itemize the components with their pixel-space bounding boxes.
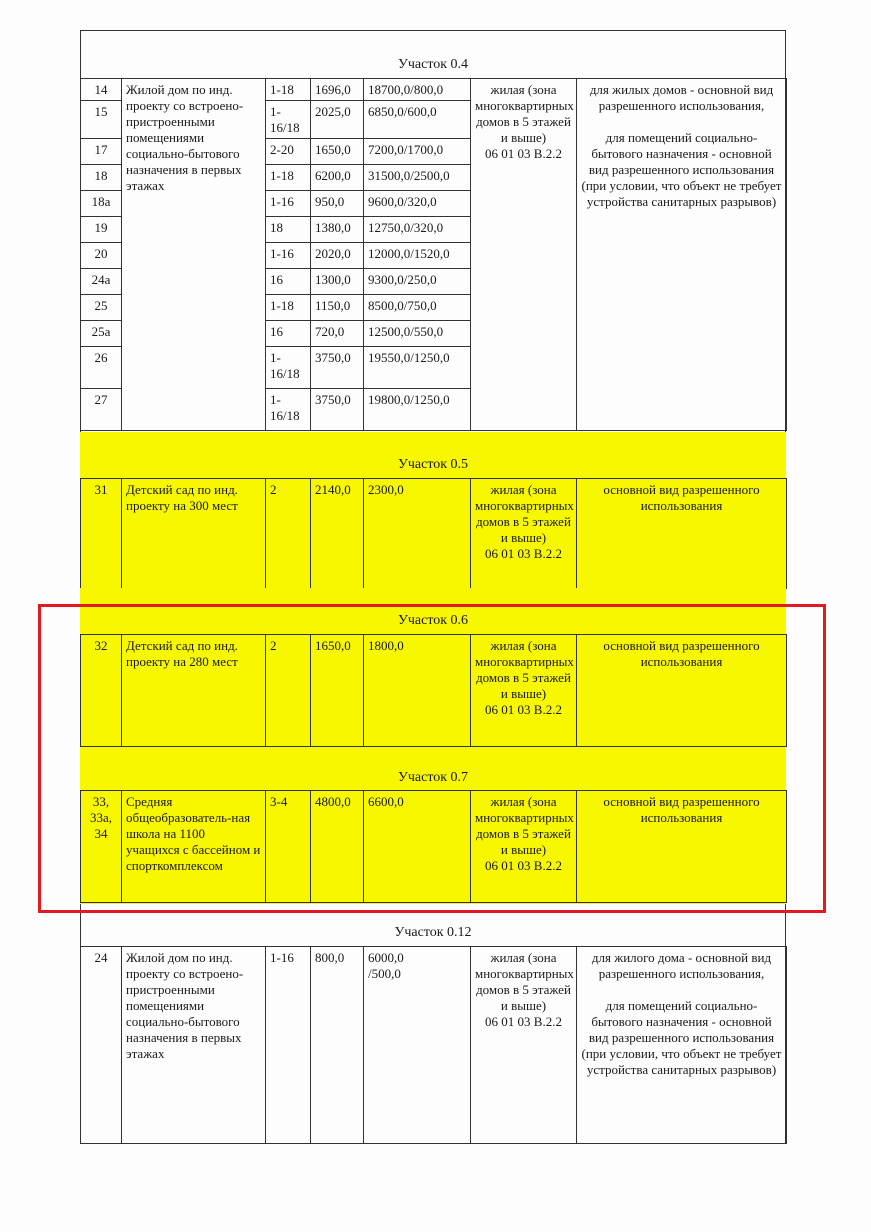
floors: 2-20 bbox=[266, 139, 311, 165]
object-name: Жилой дом по инд. проекту со встроено-пристроенными помещениями социально-бытового назначения в первых этажах bbox=[122, 79, 266, 431]
area: 3750,0 bbox=[311, 347, 364, 389]
total-area: 9600,0/320,0 bbox=[364, 191, 471, 217]
row-number: 25а bbox=[81, 321, 122, 347]
total-area: 6600,0 bbox=[364, 791, 471, 903]
area: 4800,0 bbox=[311, 791, 364, 903]
area: 800,0 bbox=[311, 947, 364, 1144]
area: 1150,0 bbox=[311, 295, 364, 321]
floors: 1-16 bbox=[266, 947, 311, 1144]
object-name: Детский сад по инд. проекту на 300 мест bbox=[122, 479, 266, 589]
floors: 1-16 bbox=[266, 243, 311, 269]
row-number: 19 bbox=[81, 217, 122, 243]
section-table bbox=[80, 946, 787, 1144]
zone: жилая (зона многоквартирных домов в 5 этажей и выше) 06 01 03 В.2.2 bbox=[471, 791, 577, 903]
permitted-use: основной вид разрешенного использования bbox=[577, 791, 787, 903]
total-area: 19550,0/1250,0 bbox=[364, 347, 471, 389]
object-name: Детский сад по инд. проекту на 280 мест bbox=[122, 635, 266, 747]
total-area: 18700,0/800,0 bbox=[364, 79, 471, 101]
section-0-7 bbox=[80, 748, 786, 904]
area: 2140,0 bbox=[311, 479, 364, 589]
floors: 1- 16/18 bbox=[266, 101, 311, 139]
total-area: 1800,0 bbox=[364, 635, 471, 747]
section-title: Участок 0.5 bbox=[397, 457, 469, 472]
section-table bbox=[80, 478, 787, 589]
row-number: 31 bbox=[81, 479, 122, 589]
floors: 18 bbox=[266, 217, 311, 243]
floors: 2 bbox=[266, 479, 311, 589]
total-area: 12500,0/550,0 bbox=[364, 321, 471, 347]
permitted-use: основной вид разрешенного использования bbox=[577, 635, 787, 747]
total-area: 7200,0/1700,0 bbox=[364, 139, 471, 165]
area: 6200,0 bbox=[311, 165, 364, 191]
total-area: 12750,0/320,0 bbox=[364, 217, 471, 243]
row-number: 27 bbox=[81, 389, 122, 431]
area: 1380,0 bbox=[311, 217, 364, 243]
area: 1650,0 bbox=[311, 635, 364, 747]
floors: 1-18 bbox=[266, 295, 311, 321]
area: 2020,0 bbox=[311, 243, 364, 269]
floors: 3-4 bbox=[266, 791, 311, 903]
section-0-5 bbox=[80, 432, 786, 588]
section-title: Участок 0.6 bbox=[397, 613, 469, 628]
zone: жилая (зона многоквартирных домов в 5 этажей и выше) 06 01 03 В.2.2 bbox=[471, 479, 577, 589]
row-number: 18а bbox=[81, 191, 122, 217]
area: 1650,0 bbox=[311, 139, 364, 165]
permitted-use: для жилого дома - основной вид разрешенного использования, для помещений социально-бытового назначения - основной вид разрешенного использования (при условии, что объект не требует устройства санитарных разрывов) bbox=[577, 947, 787, 1144]
area: 1300,0 bbox=[311, 269, 364, 295]
section-table bbox=[80, 78, 787, 431]
permitted-use: для жилых домов - основной вид разрешенного использования, для помещений социально-бытового назначения - основной вид разрешенного использования (при условии, что объект не требует устройства санитарных разрывов) bbox=[577, 79, 787, 431]
object-name: Жилой дом по инд. проекту со встроено-пристроенными помещениями социально-бытового назначения в первых этажах bbox=[122, 947, 266, 1144]
section-0-6 bbox=[80, 588, 786, 748]
floors: 2 bbox=[266, 635, 311, 747]
row-number: 18 bbox=[81, 165, 122, 191]
row-number: 17 bbox=[81, 139, 122, 165]
section-title: Участок 0.12 bbox=[394, 925, 472, 940]
floors: 1-16 bbox=[266, 191, 311, 217]
row-number: 14 bbox=[81, 79, 122, 101]
section-0-12 bbox=[80, 904, 786, 1144]
zone: жилая (зона многоквартирных домов в 5 этажей и выше) 06 01 03 В.2.2 bbox=[471, 635, 577, 747]
section-table bbox=[80, 634, 787, 747]
row-number: 33, 33а, 34 bbox=[81, 791, 122, 903]
section-title: Участок 0.4 bbox=[397, 57, 469, 72]
permitted-use: основной вид разрешенного использования bbox=[577, 479, 787, 589]
floors: 16 bbox=[266, 321, 311, 347]
row-number: 25 bbox=[81, 295, 122, 321]
floors: 1- 16/18 bbox=[266, 347, 311, 389]
row-number: 15 bbox=[81, 101, 122, 139]
section-table bbox=[80, 790, 787, 903]
total-area: 19800,0/1250,0 bbox=[364, 389, 471, 431]
object-name: Средняя общеобразователь-ная школа на 1100 учащихся с бассейном и спорткомплексом bbox=[122, 791, 266, 903]
row-number: 26 bbox=[81, 347, 122, 389]
row-number: 24 bbox=[81, 947, 122, 1144]
total-area: 8500,0/750,0 bbox=[364, 295, 471, 321]
floors: 16 bbox=[266, 269, 311, 295]
table-row bbox=[81, 79, 787, 101]
total-area: 12000,0/1520,0 bbox=[364, 243, 471, 269]
total-area: 9300,0/250,0 bbox=[364, 269, 471, 295]
total-area: 6850,0/600,0 bbox=[364, 101, 471, 139]
floors: 1-18 bbox=[266, 165, 311, 191]
floors: 1- 16/18 bbox=[266, 389, 311, 431]
total-area: 6000,0 /500,0 bbox=[364, 947, 471, 1144]
floors: 1-18 bbox=[266, 79, 311, 101]
row-number: 20 bbox=[81, 243, 122, 269]
area: 2025,0 bbox=[311, 101, 364, 139]
row-number: 32 bbox=[81, 635, 122, 747]
total-area: 2300,0 bbox=[364, 479, 471, 589]
row-number: 24а bbox=[81, 269, 122, 295]
area: 3750,0 bbox=[311, 389, 364, 431]
section-0-4 bbox=[80, 30, 786, 432]
area: 720,0 bbox=[311, 321, 364, 347]
section-title: Участок 0.7 bbox=[397, 770, 469, 785]
zone: жилая (зона многоквартирных домов в 5 этажей и выше) 06 01 03 В.2.2 bbox=[471, 947, 577, 1144]
zone: жилая (зона многоквартирных домов в 5 этажей и выше) 06 01 03 В.2.2 bbox=[471, 79, 577, 431]
total-area: 31500,0/2500,0 bbox=[364, 165, 471, 191]
area: 950,0 bbox=[311, 191, 364, 217]
area: 1696,0 bbox=[311, 79, 364, 101]
